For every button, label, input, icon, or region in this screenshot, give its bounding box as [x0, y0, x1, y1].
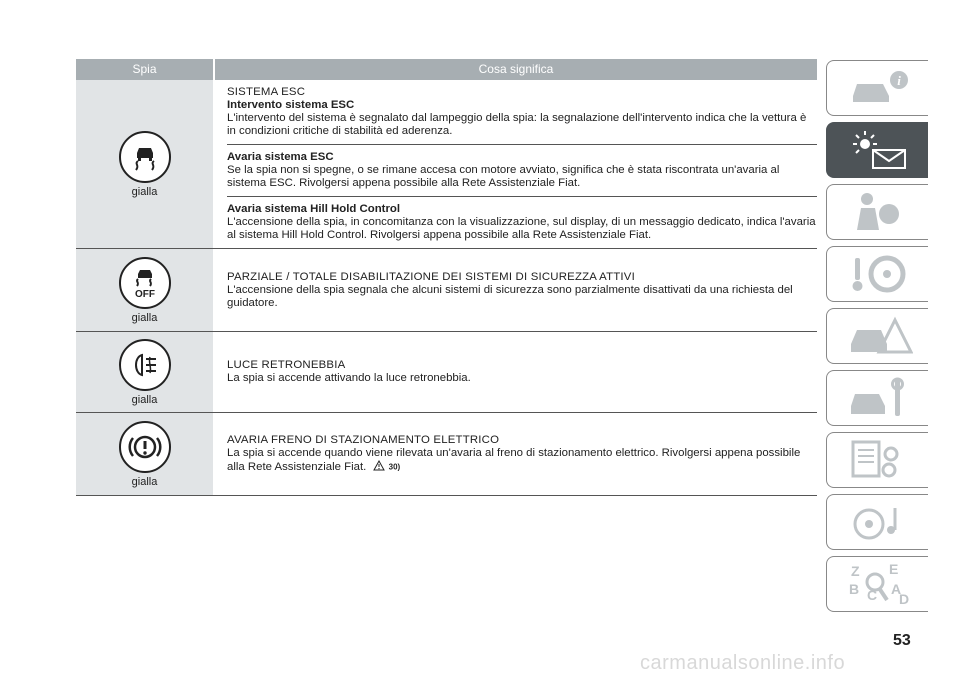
technical-data-icon — [843, 438, 913, 482]
section-avaria-esc — [227, 144, 817, 196]
color-label: gialla — [131, 311, 158, 324]
color-label: gialla — [131, 185, 158, 198]
table-row — [76, 332, 817, 413]
tab-technical-data[interactable] — [826, 432, 928, 488]
section-title: Intervento sistema ESC — [227, 99, 355, 111]
maintenance-icon — [843, 376, 913, 420]
row-caps-title: PARZIALE / TOTALE DISABILITAZIONE DEI SISTEMI DI SICUREZZA ATTIVI — [227, 270, 635, 283]
multimedia-icon — [843, 500, 913, 544]
table-header — [76, 59, 817, 80]
section-text: Se la spia non si spegne, o se rimane accesa con motore avviato, significa che è stata riscontrata un'avaria al sistema ESC. Rivolgersi appena possibile alla Rete Assistenziale Fiat. — [227, 164, 780, 189]
watermark: carmanualsonline.info — [640, 652, 846, 674]
esc-off-icon — [119, 257, 171, 309]
rear-fog-light-icon — [119, 339, 171, 391]
tab-index[interactable] — [826, 556, 928, 612]
svg-text:C: C — [866, 587, 877, 603]
tab-safety[interactable] — [826, 184, 928, 240]
description-cell — [213, 332, 817, 412]
svg-text:i: i — [896, 73, 901, 88]
icon-off-text: OFF — [134, 288, 155, 300]
electric-parking-brake-icon — [119, 421, 171, 473]
warning-lights-messages-icon — [843, 128, 913, 172]
row-text: L'accensione della spia segnala che alcuni sistemi di sicurezza sono parzialmente disattivati da una richiesta del guidatore. — [227, 283, 793, 309]
driving-steering-icon — [843, 252, 913, 296]
chapter-sidebar — [826, 60, 928, 618]
tab-multimedia[interactable] — [826, 494, 928, 550]
icon-cell — [76, 413, 213, 495]
header-spia: Spia — [132, 62, 157, 76]
row-text: La spia si accende attivando la luce retronebbia. — [227, 372, 471, 384]
section-title: Avaria sistema ESC — [227, 151, 334, 163]
section-avaria-hill-hold — [227, 196, 817, 248]
note-reference[interactable]: 30) — [388, 462, 401, 472]
row-text: La spia si accende quando viene rilevata un'avaria al freno di stazionamento elettrico. Rivolgersi appena possibile alla Rete Assistenziale Fiat. — [227, 447, 801, 473]
tab-emergency[interactable] — [826, 308, 928, 364]
warning-lights-table — [76, 59, 817, 496]
warning-triangle-icon — [369, 461, 388, 473]
section-intervento-esc — [227, 80, 817, 144]
index-icon — [843, 560, 913, 608]
section-text: L'intervento del sistema è segnalato dal lampeggio della spia: la segnalazione dell'intervento indica che la vettura è in condizioni critiche di stabilità ed aderenza. — [227, 112, 807, 137]
table-row — [76, 249, 817, 332]
row-caps-title: AVARIA FRENO DI STAZIONAMENTO ELETTRICO — [227, 434, 500, 446]
icon-cell — [76, 249, 213, 331]
description-cell — [213, 80, 817, 248]
color-label: gialla — [131, 475, 158, 488]
emergency-icon — [843, 314, 913, 358]
tab-warning-lights[interactable] — [826, 122, 928, 178]
color-label: gialla — [131, 393, 158, 406]
section-text: L'accensione della spia, in concomitanza con la visualizzazione, sul display, di un messaggio dedicato, indica l'avaria al sistema Hill Hold Control. Rivolgersi appena possibile alla Rete Assistenziale Fiat. — [227, 216, 816, 241]
svg-text:B: B — [848, 581, 859, 597]
section-caps-title: SISTEMA ESC — [227, 86, 306, 98]
icon-cell — [76, 80, 213, 248]
header-cosa-significa: Cosa significa — [213, 59, 817, 80]
row-text-wrap — [227, 447, 817, 474]
tab-maintenance[interactable] — [826, 370, 928, 426]
section-title: Avaria sistema Hill Hold Control — [227, 203, 401, 215]
esc-skid-icon — [119, 131, 171, 183]
tab-driving[interactable] — [826, 246, 928, 302]
svg-text:Z: Z — [850, 563, 860, 579]
tab-car-info[interactable] — [826, 60, 928, 116]
svg-text:D: D — [898, 591, 909, 607]
safety-airbag-icon — [843, 190, 913, 234]
description-cell — [213, 413, 817, 495]
row-caps-title: LUCE RETRONEBBIA — [227, 359, 346, 371]
car-info-icon — [843, 68, 913, 108]
table-row — [76, 80, 817, 249]
table-row — [76, 413, 817, 496]
description-cell — [213, 249, 817, 331]
svg-text:E: E — [888, 561, 898, 577]
page-number: 53 — [893, 632, 911, 649]
icon-cell — [76, 332, 213, 412]
svg-text:A: A — [890, 581, 901, 597]
